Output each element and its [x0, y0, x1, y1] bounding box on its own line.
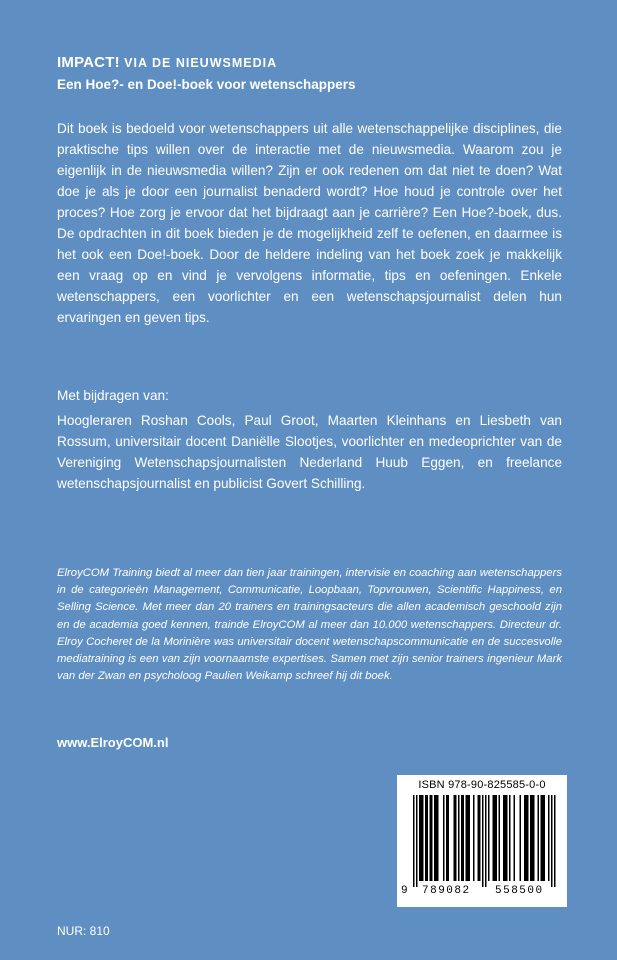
barcode-bar [524, 795, 526, 881]
website-link[interactable]: www.ElroyCOM.nl [57, 735, 169, 750]
isbn-label: ISBN 978-90-825585-0-0 [418, 779, 546, 791]
barcode-bar [530, 795, 532, 881]
about-elroycom: ElroyCOM Training biedt al meer dan tien jaar trainingen, intervisie en coaching aan wetenschappers in de categorieën Management, Communicatie, Loopbaan, Topvrouwen, Scientific Happiness, en Selling Science. Met meer dan 20 trainers en trainingsacteurs die allen academisch geschoold zijn en de academia goed kennen, trainde ElroyCOM al meer dan 10.000 wetenschappers. Directeur dr. Elroy Cocheret de la Morinière was universitair docent wetenschapscommunicatie en de succesvolle mediatraining is een van zijn voornaamste expertises. Samen met zijn senior trainers ingenieur Mark van der Zwan en psycholoog Paulien Weikamp schreef hij dit boek. [57, 567, 562, 683]
barcode-bar [458, 795, 460, 881]
barcode-bar [488, 795, 490, 881]
barcode-bar [466, 795, 468, 881]
barcode-bar [533, 795, 535, 881]
barcode-bar [461, 795, 463, 881]
barcode-bar [467, 795, 469, 881]
barcode-bar [551, 795, 553, 887]
barcode-bar [499, 795, 501, 881]
barcode-bar [509, 795, 511, 881]
barcode-bar [485, 795, 487, 887]
barcode-bar [527, 795, 529, 881]
barcode-bar [526, 795, 528, 881]
barcode-bar [443, 795, 445, 881]
barcode-bar [416, 795, 418, 887]
barcode-bar [494, 795, 496, 881]
barcode-bar [496, 795, 498, 881]
barcode-bar [479, 795, 481, 881]
barcode-bar [437, 795, 439, 881]
nur-code: NUR: 810 [57, 924, 110, 938]
barcode-left-digits: 789082 [422, 885, 471, 897]
barcode-bar [503, 795, 505, 881]
barcode-bar [541, 795, 543, 881]
barcode-bar [448, 795, 450, 881]
barcode-bar [431, 795, 433, 881]
isbn-barcode [397, 775, 567, 907]
barcode-bar [421, 795, 423, 881]
barcode-bar [436, 795, 438, 881]
barcode-bar [542, 795, 544, 881]
barcode-bar [430, 795, 432, 881]
barcode-right-digits: 558500 [495, 885, 544, 897]
barcode-bar [538, 795, 540, 881]
book-subtitle: Een Hoe?- en Doe!-boek voor wetenschappers [57, 77, 356, 92]
barcode-bar [469, 795, 471, 881]
barcode-bar [413, 795, 415, 887]
barcode-bar [454, 795, 456, 881]
barcode-bar [514, 795, 516, 881]
book-title [57, 54, 277, 71]
barcode-bar [493, 795, 495, 881]
barcode-bars [405, 795, 563, 889]
barcode-bar [520, 795, 522, 881]
barcode-bar [544, 795, 546, 881]
barcode-bar [482, 795, 484, 887]
contributions-heading: Met bijdragen van: [57, 388, 169, 403]
barcode-bar [446, 795, 448, 881]
barcode-bar [554, 795, 556, 887]
barcode-bar [548, 795, 550, 881]
barcode-bar [422, 795, 424, 881]
barcode-bar [532, 795, 534, 881]
barcode-bar [478, 795, 480, 881]
barcode-bar [419, 795, 421, 881]
barcode-bar [473, 795, 475, 881]
barcode-first-digit: 9 [401, 885, 408, 897]
barcode-bar [505, 795, 507, 881]
contributions-text: Hoogleraren Roshan Cools, Paul Groot, Maarten Kleinhans en Liesbeth van Rossum, universitair docent Daniëlle Slootjes, voorlichter en medeoprichter van de Vereniging Wetenschapsjournalisten Nederland Huub Eggen, en freelance wetenschapsjournalist en publicist Govert Schilling. [57, 413, 562, 491]
barcode-bar [427, 795, 429, 881]
barcode-bar [425, 795, 427, 881]
barcode-bar [434, 795, 436, 881]
barcode-bar [455, 795, 457, 881]
barcode-bar [463, 795, 465, 881]
blurb-paragraph: Dit boek is bedoeld voor wetenschappers uit alle wetenschappelijke disciplines, die praktische tips willen over de interactie met de nieuwsmedia. Waarom zou je eigenlijk in de nieuwsmedia willen? Zijn er ook redenen om dat niet te doen? Wat doe je als je door een journalist benaderd wordt? Hoe houd je controle over het proces? Hoe zorg je ervoor dat het bijdraagt aan je carrière? Een Hoe?-boek, dus. De opdrachten in dit boek bieden je de mogelijkheid zelf te oefenen, en daarmee is het ook een Doe!-boek. Door de heldere indeling van het boek zoek je makkelijk een vraag op en vind je vervolgens informatie, tips en oefeningen. Enkele wetenschappers, een voorlichter en een wetenschapsjournalist delen hun ervaringen en geven tips. [57, 121, 562, 325]
title-sub: VIA DE NIEUWSMEDIA [124, 56, 278, 70]
title-main: IMPACT! [57, 54, 120, 71]
barcode-bar [506, 795, 508, 881]
